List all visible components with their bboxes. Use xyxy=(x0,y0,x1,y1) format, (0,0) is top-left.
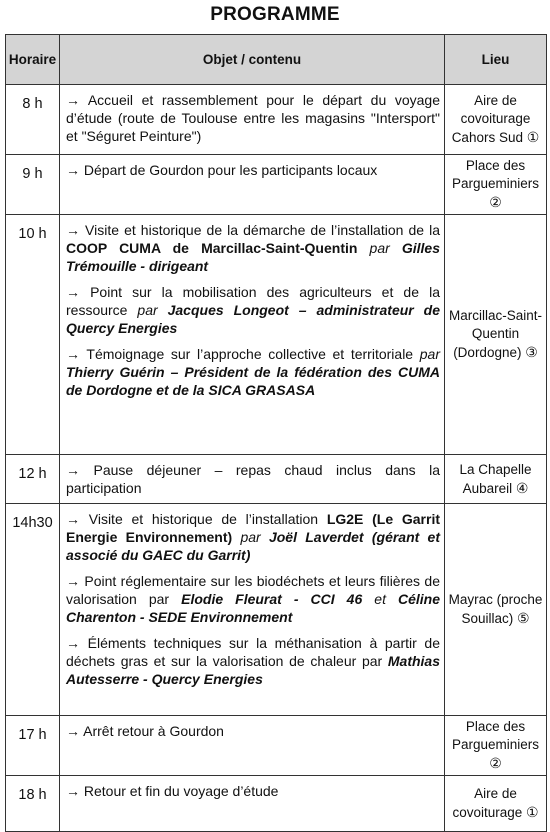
table-row xyxy=(6,716,547,776)
content-text: → Retour et fin du voyage d’étude xyxy=(66,783,279,799)
row-content xyxy=(60,716,445,776)
table-row xyxy=(6,455,547,504)
content-text: → Visite et historique de l’installation xyxy=(66,511,327,527)
content-text: par xyxy=(357,240,402,256)
content-paragraph xyxy=(66,634,440,688)
content-text: Mathias Autesserre - Quercy Energies xyxy=(66,653,440,687)
content-paragraph xyxy=(66,572,440,626)
content-text: Thierry Guérin – Président de la fédération des CUMA de Dordogne et de la SICA GRASASA xyxy=(66,364,440,398)
content-text: → Départ de Gourdon pour les participants locaux xyxy=(66,162,378,178)
place-name: Aire de covoiturage xyxy=(452,786,523,820)
row-time: 9 h xyxy=(6,155,60,215)
row-content xyxy=(60,504,445,716)
content-text: → Arrêt retour à Gourdon xyxy=(66,723,224,739)
content-text: Elodie Fleurat - CCI 46 xyxy=(181,591,363,607)
content-text: → Témoignage sur l’approche collective et territoriale xyxy=(66,346,420,362)
table-header-row xyxy=(6,35,547,85)
content-text: → Point réglementaire sur les biodéchets et leurs filières de valorisation par xyxy=(66,573,440,607)
place-number-badge: ② xyxy=(489,194,502,210)
content-paragraph xyxy=(66,782,440,800)
row-time: 18 h xyxy=(6,776,60,832)
place-name: Mayrac (proche Souillac) xyxy=(448,592,543,626)
place-number-badge: ① xyxy=(526,129,540,145)
table-row xyxy=(6,776,547,832)
content-paragraph xyxy=(66,345,440,399)
content-paragraph xyxy=(66,461,440,497)
content-paragraph xyxy=(66,283,440,337)
row-content xyxy=(60,776,445,832)
row-content xyxy=(60,455,445,504)
row-time: 8 h xyxy=(6,85,60,155)
header-object: Objet / contenu xyxy=(60,35,445,85)
content-text: par xyxy=(137,302,168,318)
table-row xyxy=(6,85,547,155)
header-time: Horaire xyxy=(6,35,60,85)
row-time: 12 h xyxy=(6,455,60,504)
row-content xyxy=(60,215,445,455)
place-number-badge: ② xyxy=(489,755,502,771)
row-place xyxy=(445,716,547,776)
content-text: Jacques Longeot – administrateur de Quercy Energies xyxy=(66,302,441,336)
place-number-badge: ③ xyxy=(525,344,538,360)
page-title: PROGRAMME xyxy=(210,4,340,25)
content-text: et xyxy=(362,591,398,607)
row-place xyxy=(445,455,547,504)
content-text: COOP CUMA de Marcillac-Saint-Quentin xyxy=(66,240,358,256)
content-paragraph xyxy=(66,91,440,145)
place-name: Place des Pargueminiers xyxy=(451,158,540,191)
row-place xyxy=(445,504,547,716)
content-text: Céline Charenton - SEDE Environnement xyxy=(66,591,440,625)
row-time: 14h30 xyxy=(6,504,60,716)
content-text: Gilles Trémouille - dirigeant xyxy=(66,240,440,274)
row-place xyxy=(445,85,547,155)
row-place xyxy=(445,155,547,215)
content-text: par xyxy=(419,346,440,362)
content-text: LG2E (Le Garrit Energie Environnement) xyxy=(66,511,440,545)
content-paragraph xyxy=(66,722,440,740)
content-paragraph xyxy=(66,510,440,564)
content-text: Joël Laverdet (gérant et associé du GAEC du Garrit) xyxy=(66,529,441,563)
row-place xyxy=(445,215,547,455)
place-number-badge: ⑤ xyxy=(516,610,530,626)
header-place: Lieu xyxy=(445,35,547,85)
content-text: → Visite et historique de la démarche de l’installation de la xyxy=(66,222,440,238)
content-text: → Éléments techniques sur la méthanisation à partir de déchets gras et sur la valorisation de chaleur par xyxy=(66,635,440,669)
row-content xyxy=(60,85,445,155)
content-text: → Point sur la mobilisation des agriculteurs et de la ressource xyxy=(66,284,440,318)
content-paragraph xyxy=(66,161,440,179)
content-text: par xyxy=(232,529,269,545)
place-name: Aire de covoiturage Cahors Sud xyxy=(451,93,531,145)
place-name: Marcillac-Saint-Quentin (Dordogne) xyxy=(448,308,543,360)
place-number-badge: ④ xyxy=(515,479,529,496)
row-place xyxy=(445,776,547,832)
content-paragraph xyxy=(66,221,440,275)
row-time: 10 h xyxy=(6,215,60,455)
table-body xyxy=(6,85,547,832)
content-text: → Accueil et rassemblement pour le départ du voyage d’étude (route de Toulouse entre les magasins "Intersport" et "Séguret Peinture") xyxy=(66,92,440,144)
programme-table xyxy=(5,34,547,832)
table-row xyxy=(6,215,547,455)
content-text: → Pause déjeuner – repas chaud inclus dans la participation xyxy=(66,462,440,496)
place-name: Place des Pargueminiers xyxy=(451,719,540,752)
row-time: 17 h xyxy=(6,716,60,776)
table-row xyxy=(6,155,547,215)
place-number-badge: ① xyxy=(526,804,539,820)
place-name: La Chapelle Aubareil xyxy=(459,461,532,496)
table-row xyxy=(6,504,547,716)
row-content xyxy=(60,155,445,215)
